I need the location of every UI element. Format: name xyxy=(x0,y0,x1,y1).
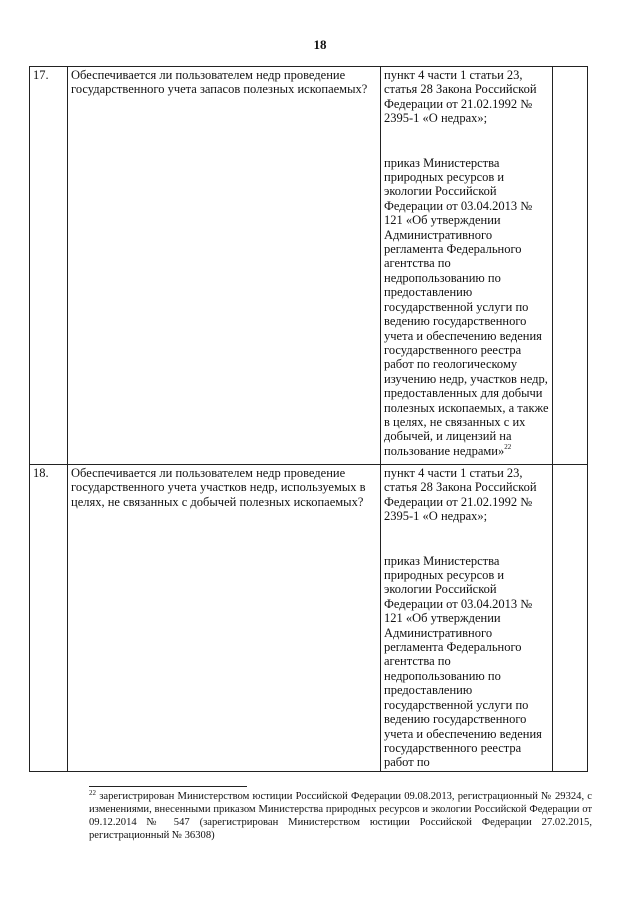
legal-basis-order-text: приказ Министерства природных ресурсов и экологии Российской Федерации от 03.04.2013 № 121 «Об утверждении Административного регламента Федерального агентства по недропользованию по предоставлению государственной услуги по ведению государственного учета и обеспечению ведения государственного реестра работ по xyxy=(384,553,542,770)
paragraph-spacer xyxy=(384,126,549,156)
footnote-marker: 22 xyxy=(89,789,96,797)
row-number: 18. xyxy=(30,465,68,772)
legal-basis-cell xyxy=(381,465,553,772)
legal-basis-order-text: приказ Министерства природных ресурсов и экологии Российской Федерации от 03.04.2013 № 121 «Об утверждении Административного регламента Федерального агентства по недропользованию по предоставлению государственной услуги по ведению государственного учета и обеспечению ведения государственного реестра работ по геологическому изучению недр, участков недр, предоставленных для добычи полезных ископаемых, а также в целях, не связанных с их добычей, и лицензий на пользование недрами» xyxy=(384,155,549,458)
legal-basis-order xyxy=(384,156,549,458)
legal-basis-law: пункт 4 части 1 статьи 23, статья 28 Закона Российской Федерации от 21.02.1992 № 2395-1 «О недрах»; xyxy=(384,466,537,524)
footnote-separator xyxy=(89,786,247,787)
legal-basis-law: пункт 4 части 1 статьи 23, статья 28 Закона Российской Федерации от 21.02.1992 № 2395-1 «О недрах»; xyxy=(384,68,537,126)
legal-basis-cell xyxy=(381,67,553,465)
footnote-reference[interactable]: 22 xyxy=(504,442,512,451)
row-number: 17. xyxy=(30,67,68,465)
table-row xyxy=(30,67,588,465)
page-number: 18 xyxy=(313,37,327,52)
requirements-table xyxy=(29,66,588,772)
legal-basis-order xyxy=(384,554,542,770)
notes-cell xyxy=(553,67,588,465)
requirement-question: Обеспечивается ли пользователем недр проведение государственного учета запасов полезных ископаемых? xyxy=(68,67,381,465)
footnote xyxy=(89,790,592,842)
table-row xyxy=(30,465,588,772)
requirement-question: Обеспечивается ли пользователем недр проведение государственного учета участков недр, используемых в целях, не связанных с добычей полезных ископаемых? xyxy=(68,465,381,772)
footnote-text: зарегистрирован Министерством юстиции Российской Федерации 09.08.2013, регистрационный № 29324, с изменениями, внесенными приказом Министерства природных ресурсов и экологии Российской Федерации от 09.12.2014 № 547 (зарегистрирован Министерством юстиции Российской Федерации 27.02.2015, регистрационный № 36308) xyxy=(89,791,592,841)
paragraph-spacer xyxy=(384,524,549,554)
notes-cell xyxy=(553,465,588,772)
